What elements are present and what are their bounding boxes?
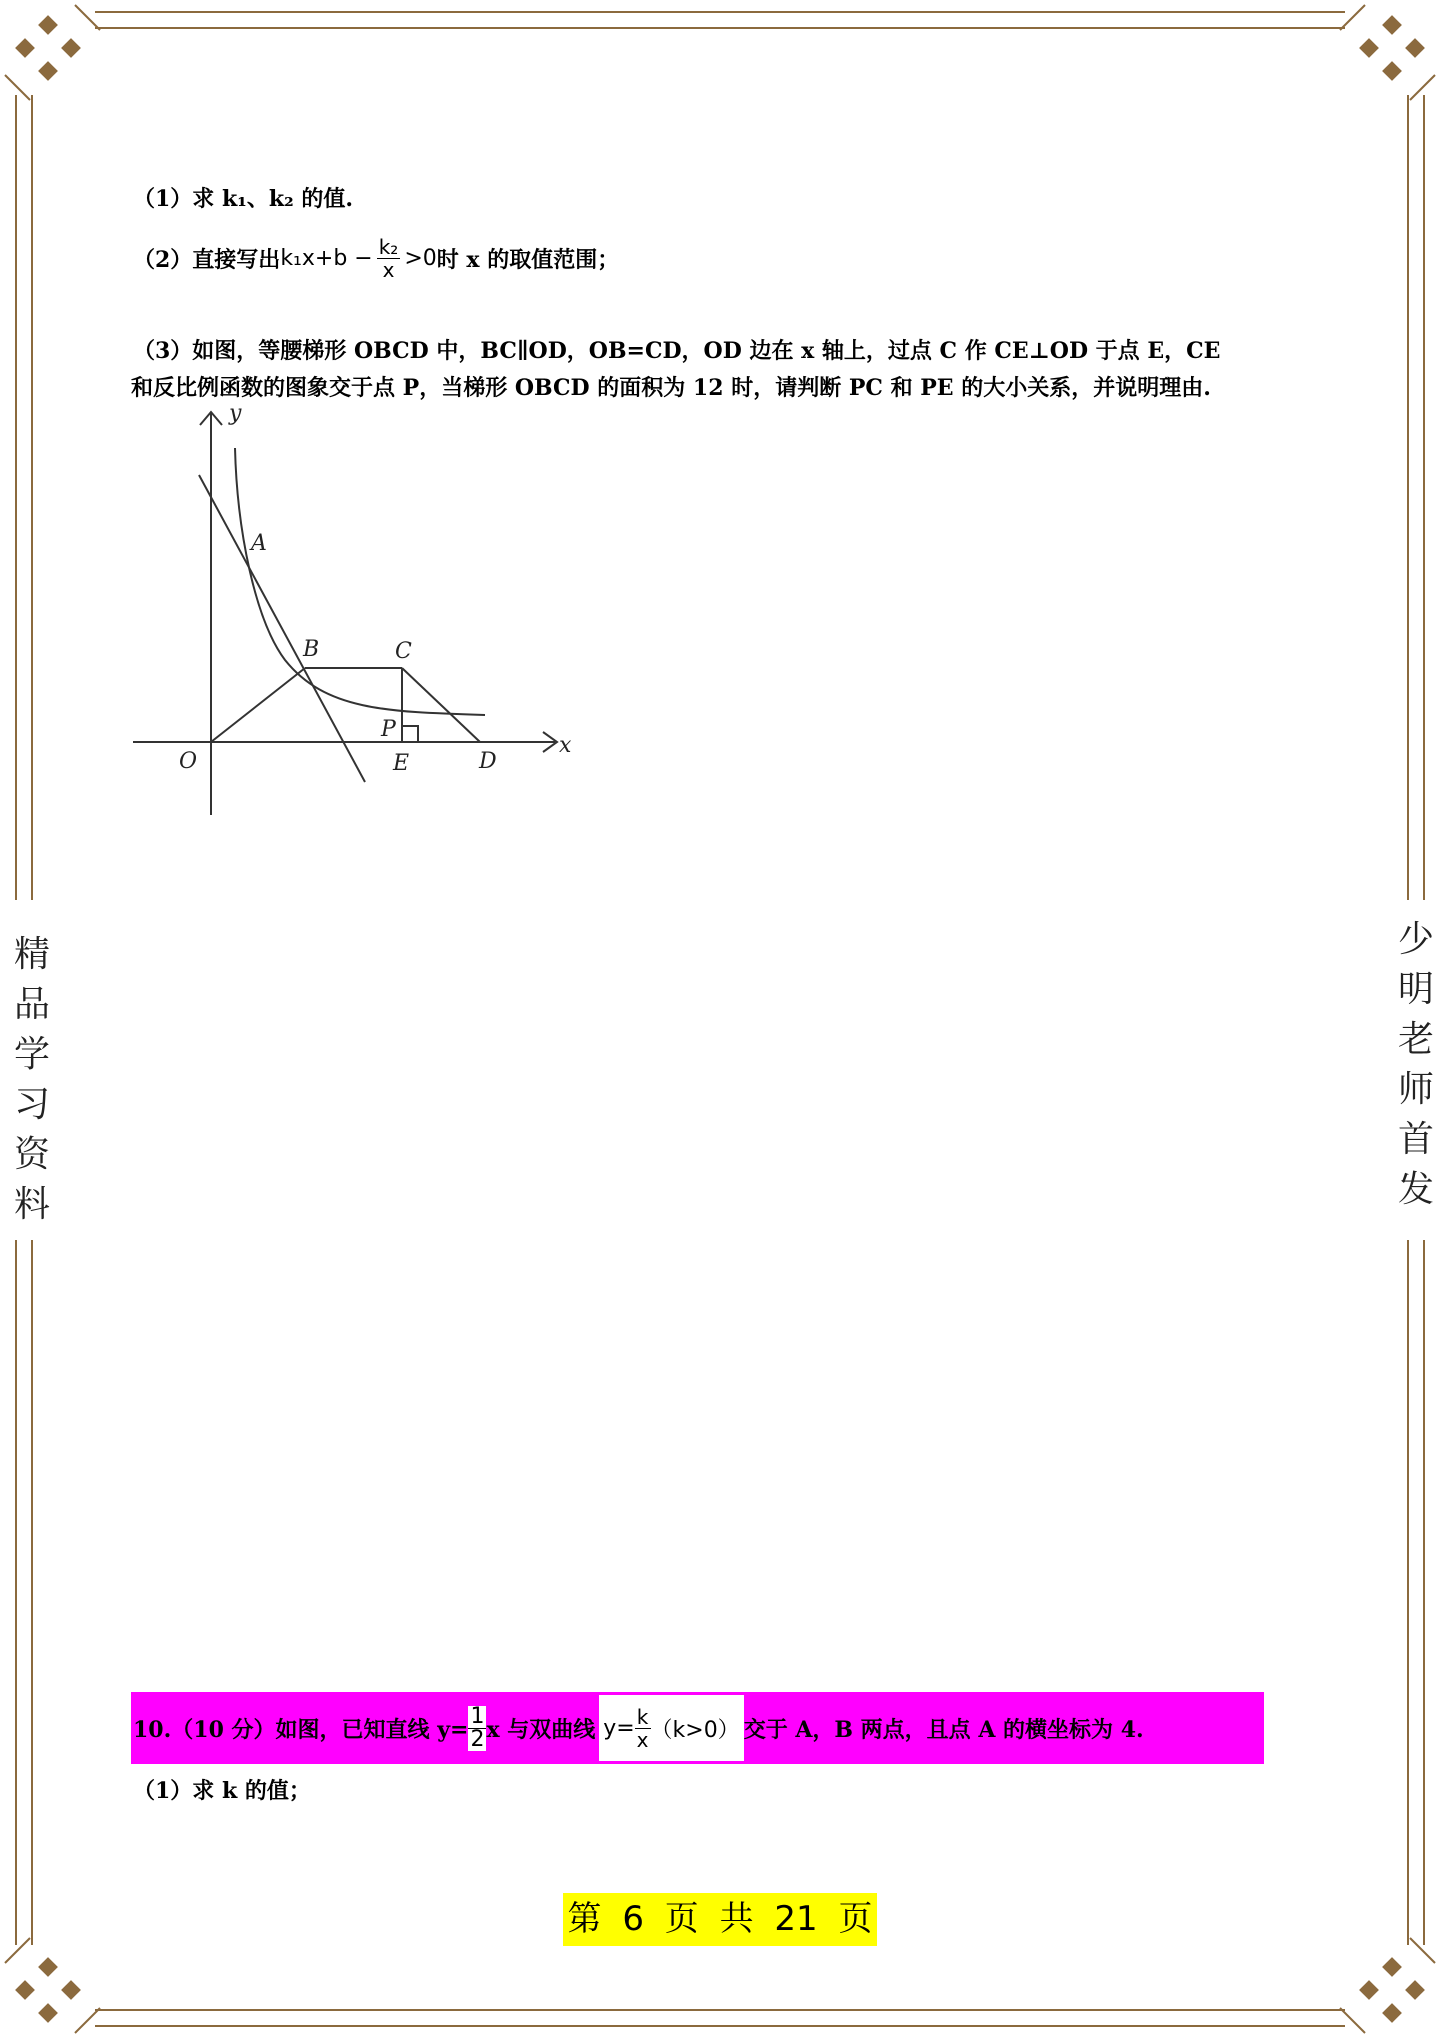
q10-highlight [131, 1692, 1264, 1764]
left-side-char: 习 [13, 1084, 50, 1125]
fraction-numerator: k [635, 1706, 651, 1729]
label-p: P [381, 717, 396, 742]
page-number-footer: 第 6 页 共 21 页 [563, 1893, 877, 1946]
fraction-numerator: 1 [470, 1703, 485, 1729]
fraction-denominator: x [636, 1727, 649, 1752]
q9-part2-expr-right: >0 [404, 246, 437, 271]
label-y: y [229, 401, 242, 426]
q9-part2-expr-left: k₁x+b − [280, 246, 373, 271]
hyperbola-curve [235, 448, 485, 715]
right-side-char: 师 [1397, 1069, 1434, 1110]
q9-part2-fraction [377, 236, 401, 281]
right-side-char: 发 [1397, 1169, 1434, 1210]
q10-mid: x 与双曲线 [486, 1716, 596, 1743]
label-a: A [251, 531, 267, 556]
q10-expr-y: y= [603, 1715, 635, 1741]
q10-prefix: 10.（10 分）如图，已知直线 y= [133, 1716, 469, 1743]
label-b: B [303, 637, 320, 662]
label-e: E [393, 751, 410, 776]
right-angle-mark [402, 726, 418, 742]
line-ab [199, 475, 365, 782]
geometry-figure [125, 400, 585, 820]
q10-fraction-half [468, 1703, 486, 1752]
right-side-char: 老 [1397, 1019, 1434, 1060]
left-side-label [2, 930, 62, 1230]
left-side-char: 料 [13, 1184, 50, 1225]
q9-part3-line1: （3）如图，等腰梯形 OBCD 中，BC∥OD，OB=CD，OD 边在 x 轴上，过点 C 作 CE⊥OD 于点 E，CE [133, 338, 1221, 364]
fraction-denominator: 2 [470, 1726, 485, 1752]
right-side-char: 少 [1397, 919, 1434, 960]
q9-part2 [133, 236, 619, 281]
segment-cd [402, 668, 480, 742]
q9-part1: （1）求 k₁、k₂ 的值. [133, 186, 354, 212]
q9-part3-line2: 和反比例函数的图象交于点 P，当梯形 OBCD 的面积为 12 时，请判断 PC 和 PE 的大小关系，并说明理由. [131, 375, 1211, 401]
left-side-char: 资 [13, 1134, 50, 1175]
fraction-denominator: x [382, 258, 395, 282]
label-x: x [559, 733, 572, 758]
q9-part2-suffix: 时 x 的取值范围； [436, 247, 620, 273]
label-c: C [395, 639, 412, 664]
right-side-char: 明 [1397, 969, 1434, 1010]
q10-hyperbola-expr [599, 1695, 743, 1761]
q10-condition: （k>0） [650, 1717, 740, 1743]
right-side-char: 首 [1397, 1119, 1434, 1160]
label-d: D [479, 749, 497, 774]
fraction-numerator: k₂ [378, 235, 399, 259]
label-o: O [179, 749, 198, 774]
left-side-char: 学 [13, 1034, 50, 1075]
q10-fraction-kx [635, 1706, 651, 1751]
segment-ob [211, 668, 305, 742]
left-side-char: 精 [13, 934, 50, 975]
q10-stem [133, 1692, 1144, 1764]
q9-part2-prefix: （2）直接写出 [133, 247, 281, 273]
q10-suffix: 交于 A，B 两点，且点 A 的横坐标为 4. [743, 1716, 1144, 1743]
right-side-label [1386, 915, 1440, 1215]
q10-part1: （1）求 k 的值； [133, 1778, 311, 1804]
left-side-char: 品 [13, 984, 50, 1025]
